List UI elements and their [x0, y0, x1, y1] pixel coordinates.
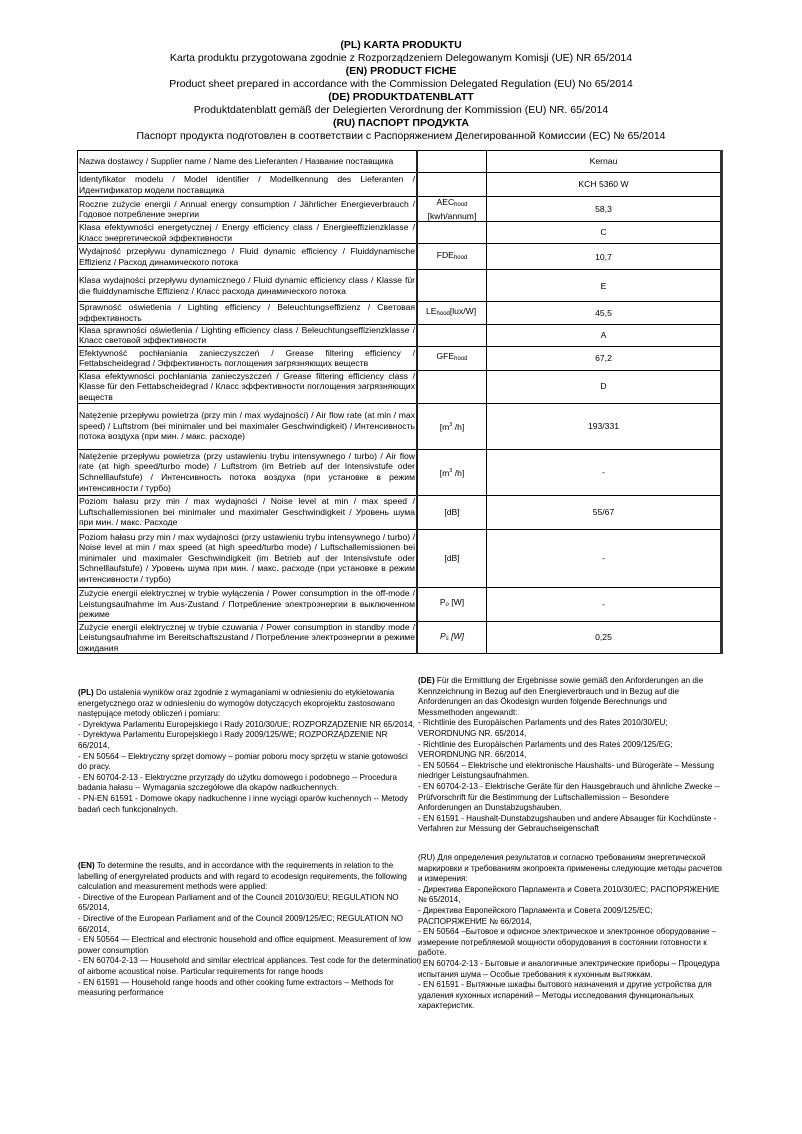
value-cell: - — [487, 449, 722, 495]
table-row — [78, 403, 722, 449]
unit-symbol: [dB] — [444, 506, 460, 517]
note-intro: Do ustalenia wyników oraz zgodnie z wymaganiami w odniesieniu do etykietowania energetycznego oraz w odniesieniu do wymogów dotyczących ekoprojektu zastosowano następujące metody obliczeń i pomiaru: — [78, 688, 395, 719]
note-item: - Директива Европейского Парламента и Совета 2009/125/ЕС; РАСПОРЯЖЕНИЕ № 66/2014, — [418, 905, 653, 926]
note-item: - EN 50564 –Бытовое и офисное электрическое и электронное оборудование – измерение потребляемой мощности оборудования в состоянии готовности к работе. — [418, 927, 717, 958]
table-row — [78, 197, 722, 222]
value-cell: 58,3 — [487, 197, 722, 222]
note-lang-label: (DE) — [418, 676, 435, 685]
value-cell: - — [487, 529, 722, 587]
note-item: - EN 50564 – Elektryczny sprzęt domowy – pomiar poboru mocy sprzętu w stanie gotowości do pracy. — [78, 751, 408, 772]
unit-subscript: hood — [454, 356, 468, 363]
note-lang-label: (EN) — [78, 861, 95, 870]
unit-cell — [417, 621, 487, 654]
note-item: - Richtlinie des Europäischen Parlaments und des Rates 2009/125/EG; VERORDNUNG NR. 66/2014, — [418, 739, 673, 760]
note-item: - Dyrektywa Parlamentu Europejskiego i Rady 2010/30/UE; ROZPORZĄDZENIE NR 65/2014, — [78, 719, 415, 729]
unit-cell — [417, 151, 487, 173]
ru-methods-note — [418, 853, 723, 1012]
unit-cell — [417, 495, 487, 529]
unit-text: [kwh/annum] — [427, 210, 477, 221]
value-cell: 10,7 — [487, 244, 722, 270]
note-item: - Dyrektywa Parlamentu Europejskiego i Rady 2009/125/WE; ROZPORZĄDZENIE NR 66/2014, — [78, 730, 388, 750]
value-cell: E — [487, 270, 722, 302]
unit-cell — [417, 324, 487, 346]
unit-text: [W] — [448, 630, 464, 641]
note-item: - EN 60704-2-13 — Household and similar electrical appliances. Test code for the determination of airbome acoustical noise. Particular requirements for range hoods — [78, 956, 422, 976]
note-item: - Directive of the European Parliament and of the Council 2010/30/EU; REGULATION NO 65/2014, — [78, 892, 399, 913]
note-lang-label: (PL) — [78, 688, 94, 697]
parameter-label: Poziom hałasu przy min / max wydajności / Noise level at min / max speed / Luftschallemissionen bei minimaler und maximaler Geschwindigkeit / Уровень шума при мин. / макс. Расходе — [79, 496, 415, 528]
pl-subtitle: Karta produktu przygotowana zgodnie z Rozporządzeniem Delegowanym Komisji (UE) NR 65/2014 — [169, 52, 633, 64]
note-intro: Für die Ermittlung der Ergebnisse sowie gemäß den Anforderungen an die Kennzeichnung in Bezug auf den Energieverbrauch und in Bezug auf die Anforderungen an das Ökodesign wurden folgende Berechnungs und Messmethoden angewandt: — [418, 676, 704, 717]
unit-superscript: 3 — [449, 467, 453, 474]
unit-symbol: [m — [439, 421, 450, 432]
unit-cell — [417, 449, 487, 495]
parameter-label: Klasa efektywności energetycznej / Energy efficiency class / Energieeffizienzklasse / Класс энергетической эффективности — [79, 222, 415, 243]
note-intro: To determine the results, and in accordance with the requirements in relation to the labelling of energyrelated products and with regard to ecodesign requirements, the following calculation and measurement methods were applied: — [78, 861, 407, 892]
parameter-label: Natężenie przepływu powietrza (przy ustawieniu trybu intensywnego / turbo) / Air flow rate (at high speed/turbo mode) / Luftstrom (im Betrieb auf der Intensivstufe oder Schnelllaufstufe) / Интенсивность потока воздуха (при установке в режим интенсивности / турбо) — [78, 449, 418, 495]
de-title: (DE) PRODUKTDATENBLATT — [328, 91, 474, 103]
parameter-label: Poziom hałasu przy min / max wydajności (przy ustawieniu trybu intensywnego / turbo) / Noise level at min / max speed (at high speed/turbo mode) / Luftschallemissionen bei minimaler und maximaler Geschwindigkeit (im Betrieb auf der Intensivstufe oder Schnelllaufstufe) / Уровень шума при мин. / макс. расходе (при установке в режим интенсивности / турбо) — [78, 529, 418, 587]
pl-methods-note — [78, 688, 418, 815]
note-item: - EN 61591 — Household range hoods and other cooking fume extractors – Methods for measuring performance — [78, 977, 394, 998]
unit-cell — [417, 403, 487, 449]
parameter-label: Klasa efektywności pochłaniania zanieczyszczeń / Grease filtering efficiency class / Klasse für den Fettabscheidegrad / Класс эффективности поглощения загрязняющих веществ — [79, 370, 415, 402]
note-item: - PN-EN 61591 - Domowe okapy nadkuchenne i inne wyciągi oparów kuchennych -- Metody badań cech funkcjonalnych. — [78, 793, 408, 814]
note-lang-label: (RU) — [418, 853, 436, 862]
parameter-label: Efektywność pochłaniania zanieczyszczeń / Grease filtering efficiency / Fettabscheidegrad / Эффективность поглощения загрязняющих веществ — [79, 347, 415, 369]
value-cell: C — [487, 222, 722, 244]
unit-cell — [417, 270, 487, 302]
pl-title: (PL) KARTA PRODUKTU — [340, 39, 462, 51]
value-cell: A — [487, 324, 722, 346]
unit-cell — [417, 244, 487, 270]
table-row — [78, 370, 722, 403]
value-cell: - — [487, 587, 722, 621]
table-row — [78, 621, 722, 654]
value-cell: 193/331 — [487, 403, 722, 449]
unit-subscript: o — [445, 602, 449, 609]
unit-superscript: 3 — [449, 421, 453, 428]
unit-subscript: hood — [436, 311, 450, 318]
table-row — [78, 324, 722, 346]
table-row — [78, 529, 722, 587]
note-item: - EN 60704-2-13 - Elektryczne przyrządy do użytku domowego i podobnego -- Procedura badania hałasu -- Wymagania szczegółowe dla okapów nadkuchennych. — [78, 772, 397, 793]
unit-subscript: hood — [453, 255, 468, 262]
table-row — [78, 244, 722, 270]
unit-symbol: FDE — [436, 250, 454, 261]
note-item: - Richtlinie des Europäischen Parlaments und des Rates 2010/30/EU; VERORDNUNG NR. 65/2014, — [418, 718, 668, 738]
value-cell: Kernau — [487, 151, 722, 173]
value-cell: 55/67 — [487, 495, 722, 529]
unit-subscript: hood — [454, 202, 468, 208]
unit-symbol: AEC — [436, 197, 455, 207]
parameter-label: Zużycie energii elektrycznej w trybie czuwania / Power consumption in standby mode / Leistungsaufnahme im Bereitschaftszustand / Потребление электроэнергии в режиме ожидания — [79, 621, 415, 653]
unit-text: /h] — [452, 467, 465, 478]
note-intro: Для определения результатов и согласно требованиям энергетической маркировки и требованиям экопроекта применены следующие методы расчетов и измерения: — [418, 853, 723, 884]
unit-cell — [417, 529, 487, 587]
parameter-label: Sprawność oświetlenia / Lighting efficiency / Beleuchtungseffizienz / Световая эффективность — [79, 302, 415, 323]
product-fiche-table — [77, 150, 723, 654]
note-item: - EN 50564 – Elektrische und elektronische Haushalts- und Bürogeräte – Messung niedriger Leistungsaufnahmen. — [418, 760, 715, 781]
unit-symbol: [dB] — [444, 552, 460, 563]
unit-cell — [417, 346, 487, 370]
unit-cell — [417, 302, 487, 324]
unit-cell — [417, 197, 487, 222]
en-methods-note — [78, 861, 423, 999]
unit-cell — [417, 222, 487, 244]
table-row — [78, 587, 722, 621]
table-row — [78, 151, 722, 173]
unit-symbol: P — [439, 630, 446, 641]
value-cell: KCH 5360 W — [487, 173, 722, 197]
note-item: - Директива Европейского Парламента и Совета 2010/30/ЕС; РАСПОРЯЖЕНИЕ № 65/2014, — [418, 884, 720, 905]
en-subtitle: Product sheet prepared in accordance with the Commission Delegated Regulation (EU) No 65/2014 — [169, 78, 633, 90]
note-item: - EN 61591 - Вытяжные шкафы бытового назначения и другие устройства для удаления кухонных испарений – Методы исследования функциональных характеристик. — [418, 980, 712, 1011]
table-row — [78, 173, 722, 197]
document-header — [0, 39, 802, 143]
parameter-label: Roczne zużycie energii / Annual energy consumption / Jährlicher Energieverbrauch / Годовое потребление энергии — [78, 197, 418, 222]
value-cell: 0,25 — [487, 621, 722, 654]
parameter-label: Klasa sprawności oświetlenia / Lighting efficiency class / Beleuchtungseffizienzklasse / Класс световой эффективности — [79, 324, 415, 346]
ru-subtitle: Паспорт продукта подготовлен в соответствии с Распоряжением Делегированной Комиссии (ЕС) № 65/2014 — [136, 130, 666, 142]
ru-title: (RU) ПАСПОРТ ПРОДУКТА — [332, 117, 470, 129]
note-item: - EN 60704-2-13 - Бытовые и аналогичные электрические приборы – Процедура испытания шума – Особые требования к кухонным вытяжкам. — [418, 958, 720, 979]
unit-text: /h] — [452, 421, 465, 432]
table-row — [78, 270, 722, 302]
parameter-label: Zużycie energii elektrycznej w trybie wyłączenia / Power consumption in the off-mode / Leistungsaufnahme im Aus-Zustand / Потребление электроэнергии в выключенном режиме — [79, 588, 415, 620]
note-item: - Directive of the European Parliament and of the Council 2009/125/EC; REGULATION NO 66/2014, — [78, 913, 404, 934]
parameter-label: Nazwa dostawcy / Supplier name / Name des Lieferanten / Название поставщика — [78, 151, 418, 173]
table-row — [78, 346, 722, 370]
unit-cell — [417, 587, 487, 621]
table-row — [78, 222, 722, 244]
note-item: - EN 50564 — Electrical and electronic household and office equipment. Measurement of low power consumption — [78, 935, 412, 955]
unit-subscript: s — [445, 635, 449, 642]
unit-symbol: [m — [439, 467, 450, 478]
note-item: - EN 60704-2-13 - Elektrische Geräte für den Hausgebrauch und ähnliche Zwecke -- Prüfvorschrift für die Bestimmung der Luftschallemission -- Besondere Anforderungen an Dunstabzugshauben. — [418, 781, 720, 813]
table-row — [78, 302, 722, 324]
de-methods-note — [418, 676, 723, 835]
en-title: (EN) PRODUCT FICHE — [345, 65, 457, 77]
unit-cell — [417, 173, 487, 197]
table-row — [78, 495, 722, 529]
de-subtitle: Produktdatenblatt gemäß der Delegierten Verordnung der Kommission (EU) NR. 65/2014 — [193, 104, 609, 116]
unit-symbol: P — [439, 597, 446, 608]
unit-symbol: GFE — [436, 351, 455, 362]
value-cell: 45,5 — [487, 302, 722, 324]
parameter-label: Identyfikator modelu / Model identifier / Modellkennung des Lieferanten / Идентификатор модели поставщика — [79, 173, 415, 195]
value-cell: D — [487, 370, 722, 403]
unit-text: [lux/W] — [449, 306, 477, 317]
parameter-label: Wydajność przepływu dynamicznego / Fluid dynamic efficiency / Fluiddynamische Effizienz / Расход динамического потока — [78, 244, 418, 270]
unit-cell — [417, 370, 487, 403]
unit-text: [W] — [448, 597, 465, 608]
parameter-label: Natężenie przepływu powietrza (przy min / max wydajności) / Air flow rate (at min / max speed) / Luftstrom (bei minimaler und bei maximaler Geschwindigkeit) / Интенсивность потока воздуха (при мин. / макс. расходе) — [78, 403, 418, 449]
table-row — [78, 449, 722, 495]
unit-symbol: LE — [426, 306, 437, 317]
parameter-label: Klasa wydajności przepływu dynamicznego / Fluid dynamic efficiency class / Klasse für die fluiddynamische Effizienz / Класс расхода динамического потока — [78, 270, 418, 302]
note-item: - EN 61591 - Haushalt-Dunstabzugshauben und andere Absauger für Kochdünste - Verfahren zur Messung der Gebrauchseigenschaft — [418, 813, 717, 834]
value-cell: 67,2 — [487, 346, 722, 370]
